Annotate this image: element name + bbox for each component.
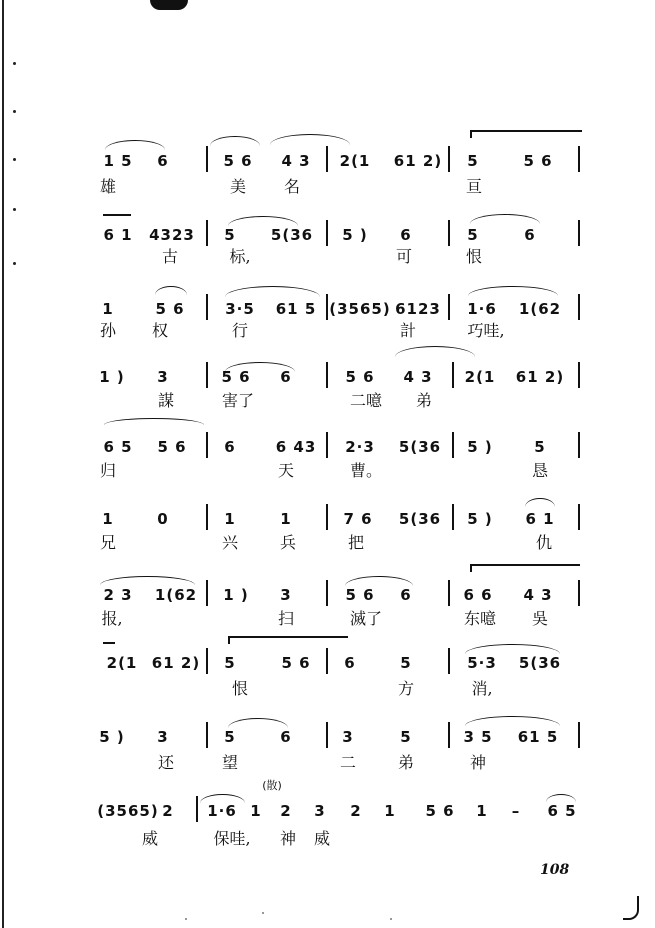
bar-line [206,294,208,320]
lyric: 滅了 [349,609,383,628]
note-group: 1·6 [467,300,497,318]
lyric: 雄 [99,177,117,196]
bar-line [578,722,580,748]
note-group: 5 [400,728,412,746]
slur [270,134,350,145]
note-group: 1 [102,510,114,528]
bar-line [448,146,450,172]
scan-speck [390,918,392,920]
note-group: 6 [524,226,536,244]
note-group: 61 2) [393,152,443,170]
score-system [0,496,655,556]
page-number: 108 [540,862,570,878]
slur [228,216,298,226]
bar-line [206,648,208,674]
tie-bracket [228,636,348,638]
note-group: 3 5 [463,728,493,746]
note-group: 3 [157,728,169,746]
lyric: 方 [397,679,415,698]
slur [100,576,195,585]
lyric: 二 [339,753,357,772]
bar-line [206,504,208,530]
note-group: 6 [280,728,292,746]
bar-line [206,580,208,606]
bar-line [326,220,328,246]
note-group: 6 5 [547,802,577,820]
lyric: 弟 [397,753,415,772]
slur [105,140,165,150]
note-group: 6 [224,438,236,456]
note-group: 6 6 [463,586,493,604]
bar-line [326,722,328,748]
note-group: 3 [342,728,354,746]
bar-line [206,220,208,246]
lyric: 可 [395,247,413,266]
note-group: 5 [467,152,479,170]
note-group: 5 6 [523,152,553,170]
lyric: 害了 [221,391,255,410]
scan-speck [262,912,264,914]
note-group: 1 [224,510,236,528]
bar-line [578,362,580,388]
note-group: 2 3 [103,586,133,604]
note-group: 4 3 [281,152,311,170]
note-group: 5 ) [467,438,493,456]
slur [465,716,560,726]
bar-line [206,432,208,458]
note-group: 61 2) [151,654,201,672]
bar-line [578,432,580,458]
note-group: 1 [102,300,114,318]
lyric: 扫 [277,609,295,628]
bar-line [448,294,450,320]
note-group: 5 6 [345,586,375,604]
note-group: 5 [467,226,479,244]
note-group: 5(36 [518,654,562,672]
score-system [0,566,655,626]
slur [546,794,576,802]
note-group: 5 6 [223,152,253,170]
lyric: 天 [277,461,295,480]
bar-line [326,648,328,674]
bar-line [326,294,328,320]
lyric: 兵 [279,533,297,552]
lyric: 行 [231,321,249,340]
slur [228,718,288,728]
margin-dot [13,110,16,113]
note-group: 6 [400,586,412,604]
score-system [0,418,655,478]
note-group: 1 [280,510,292,528]
note-group: 6 1 [103,226,133,244]
note-group: 3 [314,802,326,820]
lyric: 神 [469,753,487,772]
note-group: 1 5 [103,152,133,170]
note-group: (3565) [97,802,159,820]
slur [104,418,204,425]
bar-line [452,432,454,458]
slur [210,136,260,146]
lyric: 恨 [465,247,483,266]
lyric: 巧哇, [467,321,505,340]
bar-line [206,362,208,388]
note-group: 1·6 [207,802,237,820]
note-group: 5 6 [157,438,187,456]
note-group: 1 ) [99,368,125,386]
slur [465,644,560,654]
score-system [0,776,655,848]
note-group: 6 43 [275,438,317,456]
note-group: 5·3 [467,654,497,672]
note-group: 3 [157,368,169,386]
bar-line [326,504,328,530]
slur [525,498,555,507]
lyric: 东噫 [463,609,497,628]
lyric: 孙 [99,321,117,340]
bar-line [578,294,580,320]
note-group: 5(36 [398,510,442,528]
lyric: 仇 [535,533,553,552]
note-group: 6 [157,152,169,170]
note-group: 61 5 [275,300,317,318]
note-group: 5 [534,438,546,456]
note-group: 5 [224,728,236,746]
bar-line [578,146,580,172]
bar-line [578,580,580,606]
lyric: 吳 [531,609,549,628]
note-group: 5 [400,654,412,672]
note-group: 5(36 [270,226,314,244]
note-group: 2 [350,802,362,820]
tie-bracket [103,214,131,216]
note-group: 5 ) [99,728,125,746]
note-group: 6 [344,654,356,672]
tie-bracket [470,564,580,566]
lyric: 消, [471,679,493,698]
tie-bracket [470,130,582,132]
bar-line [448,220,450,246]
tie-bracket [103,642,115,644]
note-group: 6 1 [525,510,555,528]
bar-line [448,648,450,674]
tie-bracket [470,130,472,138]
note-group: 0 [157,510,169,528]
lyric: 恨 [231,679,249,698]
note-group: 1(62 [518,300,562,318]
note-group: 5 ) [467,510,493,528]
ink-blot [150,0,188,10]
lyric: 保哇, [213,829,251,848]
bar-line [578,220,580,246]
bar-line [326,362,328,388]
lyric: 标, [229,247,251,266]
note-group: 5 6 [155,300,185,318]
note-group: 2(1 [464,368,496,386]
lyric: 报, [101,609,123,628]
page-curl [623,896,639,920]
bar-line [452,362,454,388]
note-group: 5 6 [221,368,251,386]
note-group: 5 ) [342,226,368,244]
bar-line [452,504,454,530]
score-system [0,706,655,772]
lyric: 神 [279,829,297,848]
note-group: 61 5 [517,728,559,746]
slur [395,346,475,357]
margin-dot [13,62,16,65]
margin-dot [13,262,16,265]
bar-line [578,504,580,530]
note-group: 6 [400,226,412,244]
tie-bracket [228,636,230,644]
note-group: 6123 [395,300,441,318]
bar-line [206,146,208,172]
bar-line [326,146,328,172]
bar-line [448,722,450,748]
lyric: 兴 [221,533,239,552]
lyric: 名 [283,177,301,196]
bar-line [448,580,450,606]
note-group: 5(36 [398,438,442,456]
note-group: 5 6 [281,654,311,672]
slur [468,286,558,296]
note-group: 5 6 [345,368,375,386]
tie-bracket [470,564,472,572]
lyric: 还 [157,753,175,772]
note-group: 4 3 [403,368,433,386]
note-group: 1 [476,802,488,820]
note-group: 3 [280,586,292,604]
lyric: 古 [161,247,179,266]
score-system [0,348,655,408]
note-group: 2 [162,802,174,820]
score-system [0,274,655,340]
note-group: 4 3 [523,586,553,604]
bar-line [326,432,328,458]
score-system [0,126,655,196]
note-group: 2·3 [345,438,375,456]
slur [345,576,413,586]
tempo-marking: (散) [262,779,282,792]
lyric: 恳 [531,461,549,480]
note-group: 7 6 [343,510,373,528]
lyric: 美 [229,177,247,196]
lyric: 威 [313,829,331,848]
note-group: 1 ) [223,586,249,604]
lyric: 望 [221,753,239,772]
lyric: 归 [99,461,117,480]
bar-line [196,796,198,822]
slur [155,286,187,295]
scan-speck [185,918,187,920]
lyric: 把 [347,533,365,552]
note-group: 2(1 [106,654,138,672]
note-group: 1 [384,802,396,820]
note-group: 1 [250,802,262,820]
slur [225,286,320,297]
slur [470,214,540,224]
note-group: 5 [224,654,236,672]
note-group: 3·5 [225,300,255,318]
lyric: 曹。 [349,461,383,480]
lyric: 兄 [99,533,117,552]
lyric: 計 [399,321,417,340]
bar-line [206,722,208,748]
lyric: 謀 [157,391,175,410]
note-group: 6 5 [103,438,133,456]
lyric: 二噫 [349,391,383,410]
note-group: 5 [224,226,236,244]
note-group: 4323 [149,226,195,244]
score-system [0,632,655,698]
score-system [0,200,655,266]
note-group: 61 2) [515,368,565,386]
note-group: – [511,802,521,820]
note-group: 2(1 [339,152,371,170]
lyric: 亘 [465,177,483,196]
note-group: 1(62 [154,586,198,604]
note-group: 6 [280,368,292,386]
note-group: 5 6 [425,802,455,820]
note-group: 2 [280,802,292,820]
bar-line [326,580,328,606]
note-group: (3565) [329,300,391,318]
lyric: 权 [151,321,169,340]
lyric: 威 [141,829,159,848]
lyric: 弟 [415,391,433,410]
